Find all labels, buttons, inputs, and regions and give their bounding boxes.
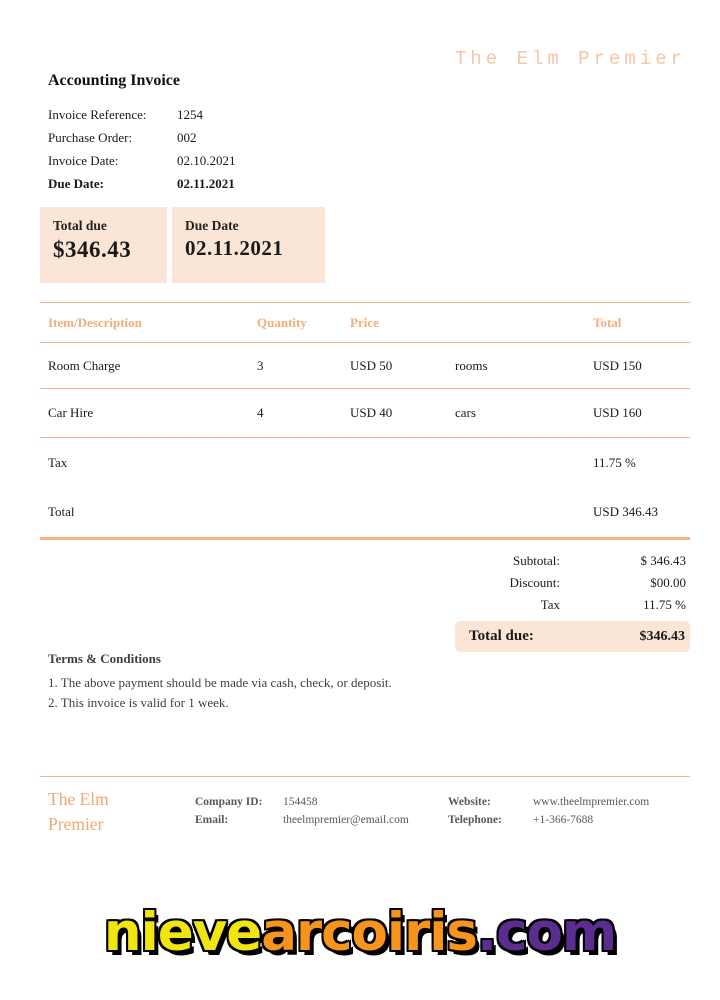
tax-summary-label: Tax [540,597,560,612]
company-id-value: 154458 [283,796,318,808]
item-price: USD 50 [350,357,393,373]
tax-label: Tax [48,454,68,470]
subtotal-row [455,550,690,572]
item-description: Room Charge [48,357,121,373]
header-item-description: Item/Description [48,314,142,330]
header-price: Price [350,314,379,330]
invoice-date-value: 02.10.2021 [177,152,236,168]
table-footer-section [40,438,690,540]
item-description: Car Hire [48,405,94,420]
due-date-box-date: 02.11.2021 [185,236,284,260]
total-row [40,487,690,537]
terms-item-2: 2. This invoice is valid for 1 week. [48,694,229,710]
subtotal-label: Subtotal: [513,553,560,568]
company-name-header: The Elm Premier [454,48,686,70]
website-label: Website: [448,796,491,808]
page-title: Accounting Invoice [48,72,180,89]
watermark-part-nieve: nieve [103,902,262,963]
item-quantity: 4 [257,405,264,420]
item-quantity: 3 [257,357,264,373]
total-due-box [40,207,167,283]
discount-label: Discount: [509,575,560,590]
email-label: Email: [195,814,229,826]
footer [40,776,690,856]
invoice-date-label: Invoice Date: [48,152,119,168]
table-row [40,389,690,438]
tax-value: 11.75 % [593,454,636,470]
items-table-header [40,303,690,343]
header-quantity: Quantity [257,314,307,330]
watermark-part-com: .com [476,902,617,963]
header-total: Total [593,314,622,330]
due-date-box-label: Due Date [185,218,239,233]
invoice-date-row [48,149,236,172]
telephone-row [448,811,649,829]
terms-item-1: 1. The above payment should be made via cash, check, or deposit. [48,675,392,690]
watermark-logo [0,902,720,963]
purchase-order-label: Purchase Order: [48,129,133,145]
total-due-box-amount: $346.43 [53,237,132,262]
email-row [195,811,409,829]
total-value: USD 346.43 [593,504,659,519]
purchase-order-row [48,126,236,149]
due-date-value: 02.11.2021 [177,175,235,191]
terms-section [48,651,392,712]
table-row [40,343,690,389]
company-id-row [195,793,409,811]
item-price: USD 40 [350,405,393,420]
invoice-reference-row [48,103,236,126]
grand-total-label: Total due: [469,628,534,644]
totals-summary [455,550,690,652]
watermark-part-arcoiris: arcoiris [261,902,477,963]
footer-contact-right [448,793,649,829]
telephone-label: Telephone: [448,814,502,826]
footer-company-name [48,787,109,837]
grand-total-row [455,621,690,652]
total-due-box-label: Total due [53,218,107,233]
item-total: USD 160 [593,405,642,420]
item-total: USD 150 [593,357,642,373]
telephone-value: +1-366-7688 [533,814,594,826]
tax-row [40,438,690,487]
company-id-label: Company ID: [195,796,263,808]
invoice-details [48,103,236,195]
invoice-reference-label: Invoice Reference: [48,106,147,122]
invoice-reference-value: 1254 [177,106,203,122]
grand-total-value: $346.43 [639,628,685,644]
footer-company-name-line2: Premier [48,814,104,834]
discount-row [455,572,690,594]
due-date-box [172,207,325,283]
total-label: Total [48,504,75,519]
item-unit: rooms [455,357,488,373]
footer-company-name-line1: The Elm [48,789,109,809]
tax-summary-row [455,594,690,616]
footer-contact-left [195,793,409,829]
purchase-order-value: 002 [177,129,197,145]
item-unit: cars [455,405,476,420]
summary-boxes [40,207,325,283]
website-row [448,793,649,811]
website-value: www.theelmpremier.com [533,796,650,808]
discount-value: $00.00 [650,575,686,590]
items-table [40,302,690,540]
subtotal-value: $ 346.43 [640,553,686,568]
due-date-label: Due Date: [48,175,104,191]
due-date-row [48,172,236,195]
tax-summary-value: 11.75 % [643,597,686,612]
terms-heading: Terms & Conditions [48,651,161,666]
email-value: theelmpremier@email.com [283,814,409,826]
